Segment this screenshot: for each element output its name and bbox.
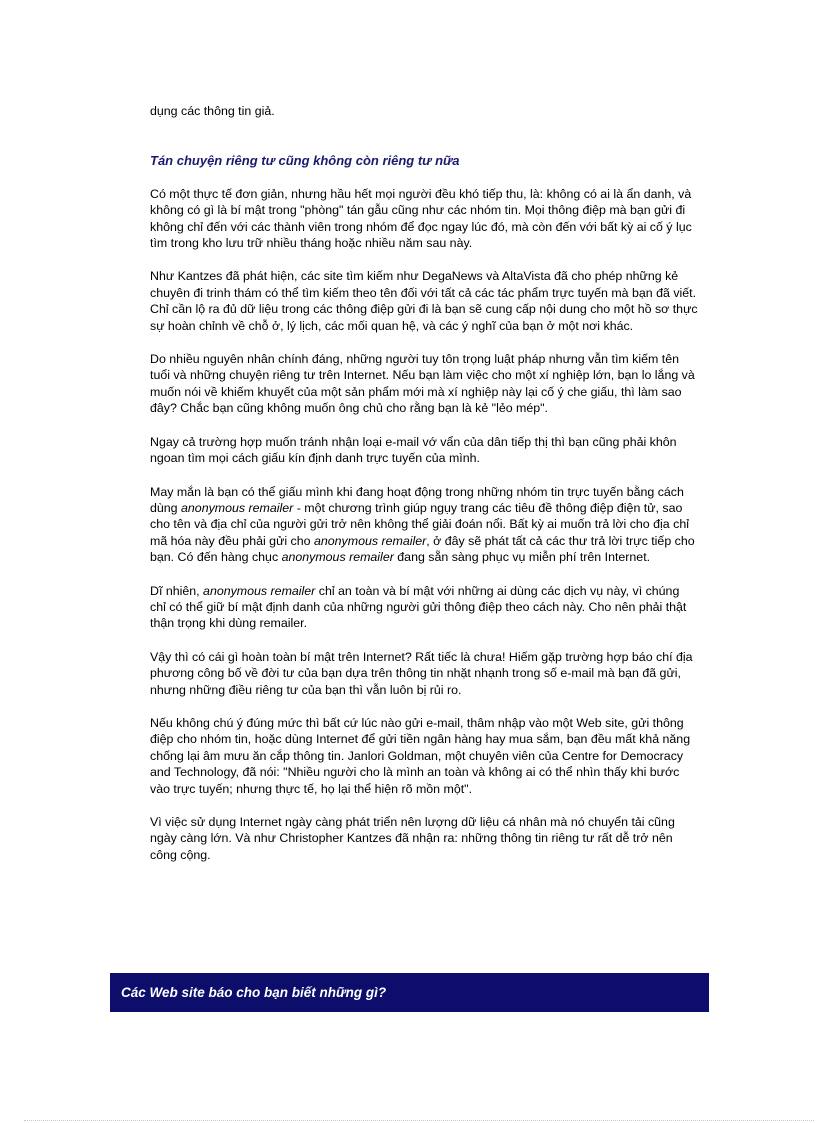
intro-tail-paragraph: dụng các thông tin giả. bbox=[150, 104, 275, 118]
p5-text-a: May mắn là bạn có thể giấu mình khi đang hoạt động trong những nhóm tin trực tuyến bằng cách dùng bbox=[150, 484, 684, 515]
paragraph-6 bbox=[150, 583, 698, 632]
paragraph-9: Vì việc sử dụng Internet ngày càng phát triển nên lượng dữ liệu cá nhân mà nó chuyển tải cũng ngày càng lớn. Và như Christopher Kantzes đã nhận ra: những thông tin riêng tư rất dễ trở nên công cộng. bbox=[150, 815, 675, 862]
p6-text-c: chỉ an toàn và bí mật với những ai dùng các dịch vụ này, vì chúng chỉ có thể giữ bí mật định danh của những người gửi thông điệp theo cách này. Cho nên phải thật thận trọng khi dùng remailer. bbox=[150, 583, 687, 631]
page-bottom-divider bbox=[24, 1120, 814, 1121]
section-heading: Tán chuyện riêng tư cũng không còn riêng tư nữa bbox=[150, 153, 460, 169]
p5-term-1: anonymous remailer bbox=[181, 500, 294, 515]
paragraph-5 bbox=[150, 484, 698, 566]
p5-text-c: - một chương trình giúp ngụy trang các tiêu đề thông điệp điện tử, sao cho tên và địa chỉ của người gửi trở nên không thể giải đoán nổi. Bất kỳ ai muốn trả lời cho địa chỉ mã hóa này đều phải gửi cho bbox=[150, 500, 689, 548]
p5-term-2: anonymous remailer bbox=[313, 533, 427, 548]
section-banner bbox=[110, 973, 709, 1012]
paragraph-2: Như Kantzes đã phát hiện, các site tìm kiếm như DegaNews và AltaVista đã cho phép những kẻ chuyên đi trinh thám có thể tìm kiếm theo tên đối với tất cả các tác phẩm trực tuyến mà bạn đã viết. Chỉ cần lộ ra đủ dữ liệu trong các thông điệp gửi đi là bạn sẽ cung cấp nội dung cho một hồ sơ thực sự hoàn chỉnh về chỗ ở, lý lịch, các mối quan hệ, và các ý nghĩ của bạn ở một nơi khác. bbox=[150, 269, 698, 333]
p6-term: anonymous remailer bbox=[203, 583, 316, 598]
paragraph-8: Nếu không chú ý đúng mức thì bất cứ lúc nào gửi e-mail, thâm nhập vào một Web site, gửi thông điệp cho nhóm tin, hoặc dùng Internet để gửi tiền ngân hàng hay mua sắm, bạn đều mất khả năng chống lại âm mưu ăn cắp thông tin. Janlori Goldman, một chuyên viên của Centre for Democracy and Technology, đã nói: "Nhiều người cho là mình an toàn và không ai có thể nhìn thấy khi bước vào trực tuyến; nhưng thực tế, họ lại thể hiện rõ mồn một". bbox=[150, 715, 691, 796]
p5-text-g: đang sẵn sàng phục vụ miễn phí trên Internet. bbox=[393, 550, 651, 565]
article-body bbox=[150, 103, 698, 880]
paragraph-3: Do nhiều nguyên nhân chính đáng, những người tuy tôn trọng luật pháp nhưng vẫn tìm kiếm tên tuổi và những chuyện riêng tư trên Internet. Nếu bạn làm việc cho một xí nghiệp lớn, bạn lo lắng và muốn nói về khiếm khuyết của một sản phẩm mới mà xí nghiệp này lại cố ý che giấu, thì làm sao đây? Chắc bạn cũng không muốn ông chủ cho rằng bạn là kẻ "lẻo mép". bbox=[150, 352, 695, 416]
banner-title: Các Web site báo cho bạn biết những gì? bbox=[121, 985, 387, 1000]
paragraph-7: Vậy thì có cái gì hoàn toàn bí mật trên Internet? Rất tiếc là chưa! Hiếm gặp trường hợp báo chí địa phương công bố về đời tư của bạn dựa trên thông tin nhặt nhạnh trong số e-mail mà bạn đã gửi, nhưng những điều riêng tư của bạn thì vẫn luôn bị rủi ro. bbox=[150, 649, 693, 697]
p5-term-3: anonymous remailer bbox=[281, 550, 394, 565]
paragraph-4: Ngay cả trường hợp muốn tránh nhận loại e-mail vớ vẩn của dân tiếp thị thì bạn cũng phải khôn ngoan tìm mọi cách giấu kín định danh trực tuyến của mình. bbox=[150, 434, 677, 466]
p5-text-e: , ở đây sẽ phát tất cả các thư trả lời trực tiếp cho bạn. Có đến hàng chục bbox=[150, 533, 695, 565]
paragraph-1: Có một thực tế đơn giản, nhưng hầu hết mọi người đều khó tiếp thu, là: không có ai là ẩn danh, và không có gì là bí mật trong "phòng" tán gẫu cũng như các nhóm tin. Mọi thông điệp mà bạn gửi đi không chỉ đến với các thành viên trong nhóm để đọc ngay lúc đó, mà còn đến với bất kỳ ai cố ý lục tìm trong kho lưu trữ nhiều tháng hoặc nhiều năm sau này. bbox=[150, 186, 692, 251]
p6-text-a: Dĩ nhiên, bbox=[150, 583, 204, 598]
